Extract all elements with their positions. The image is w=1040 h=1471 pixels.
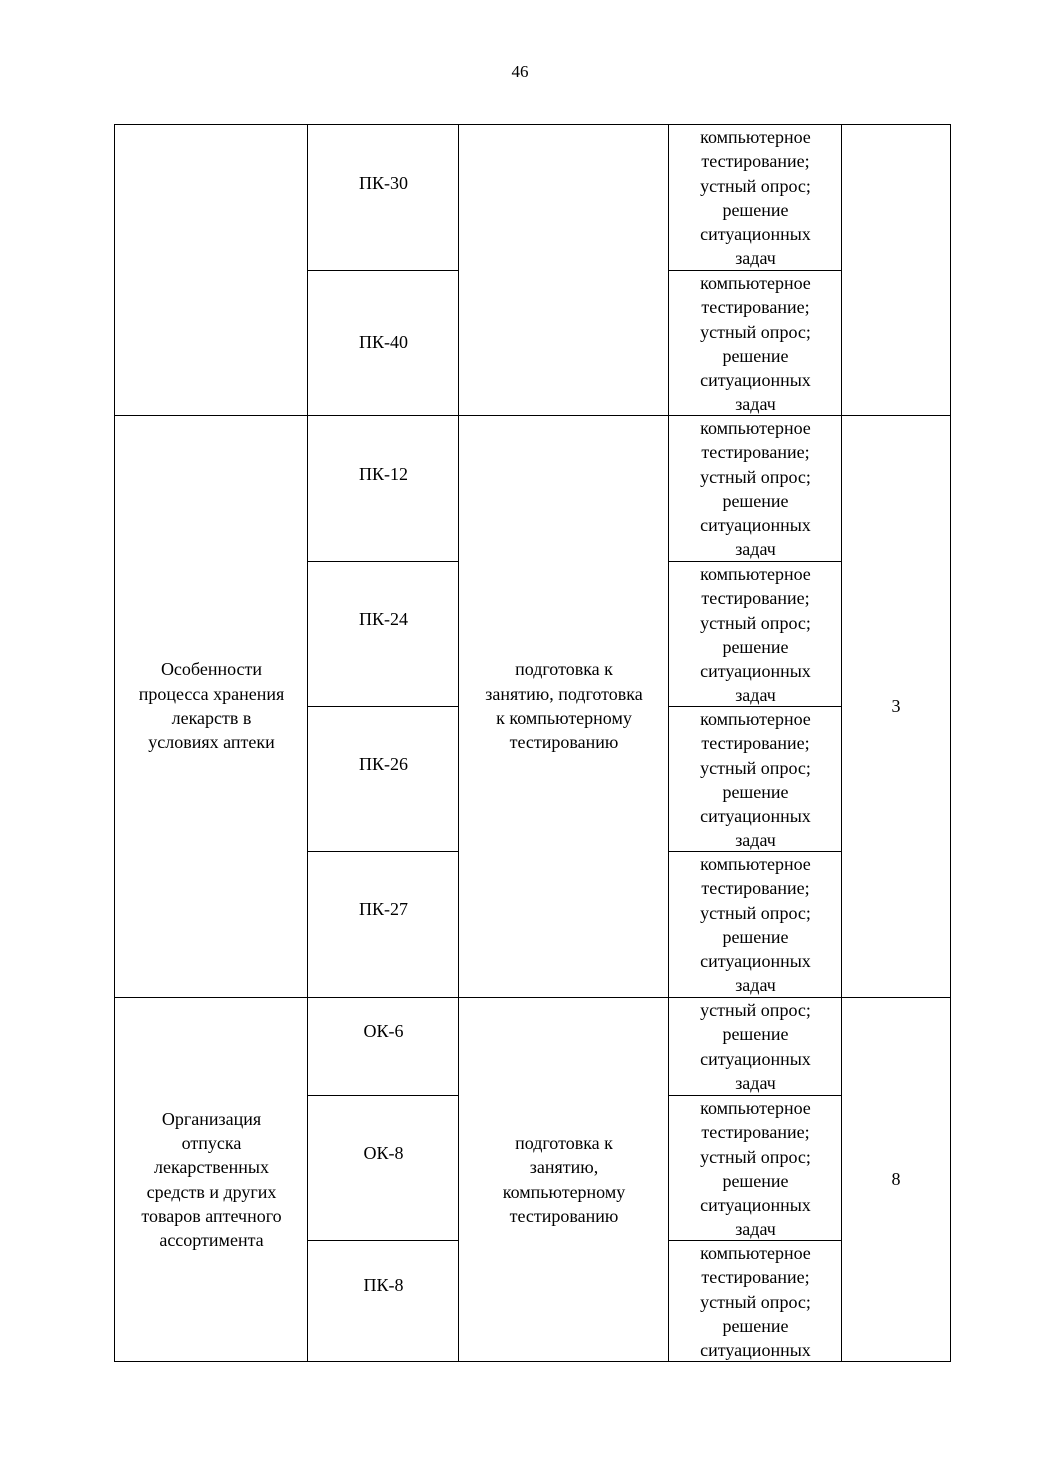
table-border — [114, 997, 951, 998]
code-cell: ПК-30 — [359, 172, 408, 193]
code-cell: ПК-27 — [359, 898, 408, 919]
page-number: 46 — [511, 62, 529, 81]
row-divider — [307, 561, 459, 562]
row-divider — [668, 270, 842, 271]
table-border — [114, 124, 115, 1362]
control-form-cell: компьютерное тестирование; устный опрос; решение ситуационных задач — [700, 854, 811, 996]
code-cell: ОК-8 — [363, 1142, 404, 1163]
table-border — [114, 124, 951, 125]
code-cell: ПК-26 — [359, 753, 408, 774]
row-divider — [307, 1095, 459, 1096]
code-cell: ПК-24 — [359, 608, 408, 629]
table-border — [458, 124, 459, 1362]
row-divider — [668, 851, 842, 852]
topic-cell: Организация отпуска лекарственных средств и других товаров аптечного ассортимента — [141, 1108, 282, 1251]
control-form-cell: компьютерное тестирование; устный опрос; решение ситуационных задач — [700, 564, 811, 706]
hours-cell: 3 — [891, 695, 901, 716]
row-divider — [668, 706, 842, 707]
control-form-cell: компьютерное тестирование; устный опрос; решение ситуационных — [700, 1243, 811, 1361]
table-border — [307, 124, 308, 1362]
code-cell: ПК-8 — [363, 1274, 404, 1295]
table-border — [950, 124, 951, 1362]
control-form-cell: компьютерное тестирование; устный опрос; решение ситуационных задач — [700, 1098, 811, 1240]
row-divider — [307, 706, 459, 707]
row-divider — [307, 1240, 459, 1241]
row-divider — [668, 1240, 842, 1241]
table-border — [114, 1361, 951, 1362]
row-divider — [668, 561, 842, 562]
table-border — [841, 124, 842, 1362]
code-cell: ОК-6 — [363, 1020, 404, 1041]
control-form-cell: устный опрос; решение ситуационных задач — [700, 1000, 811, 1093]
table-border — [668, 124, 669, 1362]
hours-cell: 8 — [891, 1169, 901, 1190]
work-type-cell: подготовка к занятию, подготовка к компьютерному тестированию — [485, 659, 643, 753]
code-cell: ПК-40 — [359, 332, 408, 353]
control-form-cell: компьютерное тестирование; устный опрос; решение ситуационных задач — [700, 418, 811, 560]
code-cell: ПК-12 — [359, 463, 408, 484]
work-type-cell: подготовка к занятию, компьютерному тестированию — [502, 1132, 626, 1226]
topic-cell: Особенности процесса хранения лекарств в условиях аптеки — [138, 659, 285, 753]
control-form-cell: компьютерное тестирование; устный опрос; решение ситуационных задач — [700, 273, 811, 415]
row-divider — [307, 851, 459, 852]
control-form-cell: компьютерное тестирование; устный опрос; решение ситуационных задач — [700, 127, 811, 269]
row-divider — [668, 1095, 842, 1096]
control-form-cell: компьютерное тестирование; устный опрос; решение ситуационных задач — [700, 709, 811, 851]
table-border — [114, 415, 951, 416]
row-divider — [307, 270, 459, 271]
